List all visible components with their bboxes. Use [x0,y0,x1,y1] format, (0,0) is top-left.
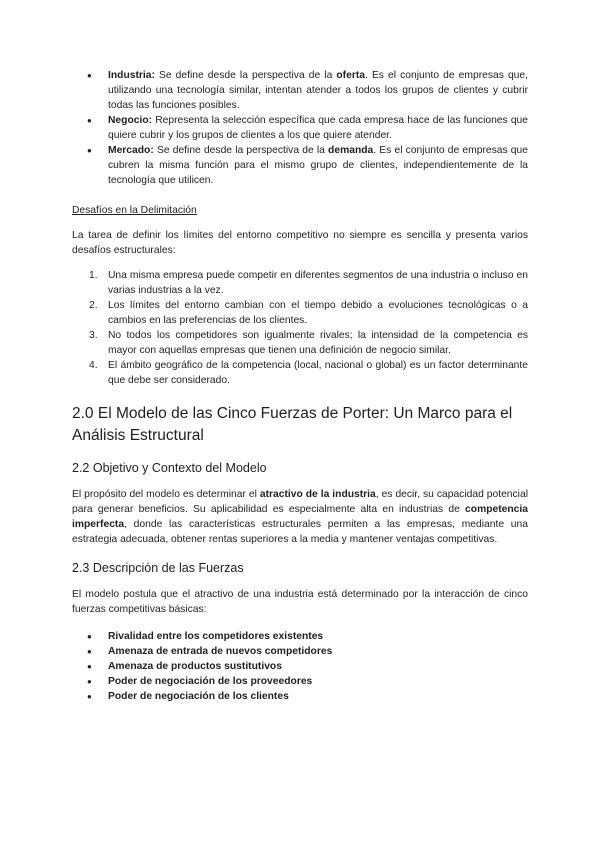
item-text: No todos los competidores son igualmente rivales; la intensidad de la competencia es mayor con aquellas empresas que tienen una definición de negocio similar. [108,330,528,356]
list-item [72,298,528,328]
paragraph-text: , donde las características estructurales permiten a las empresas, mediante una estrategia adecuada, obtener rentas superiores a la media y mantener ventajas competitivas. [72,519,528,545]
term-text: . Es el conjunto de empresas que, utilizando una tecnología similar, intentan atender a todos los grupos de clientes y cubrir todas las funciones posibles. [108,70,528,111]
section-heading-2-0: 2.0 El Modelo de las Cinco Fuerzas de Porter: Un Marco para el Análisis Estructural [72,405,513,444]
force-label: Amenaza de productos sustitutivos [108,661,282,672]
item-text: El ámbito geográfico de la competencia (local, nacional o global) es un factor determinante que debe ser considerado. [108,360,528,386]
list-item [72,328,528,358]
paragraph-emphasis: atractivo de la industria [259,489,376,500]
list-item [72,689,528,704]
subheading-text: Desafíos en la Delimitación [72,205,197,216]
paragraph-text: El propósito del modelo es determinar el [72,489,260,500]
list-item [72,659,528,674]
item-number: 3. [89,330,98,341]
term-label: Mercado: [108,145,154,156]
page-content [72,68,528,704]
section-2-3-intro: El modelo postula que el atractivo de una industria está determinado por la interacción de cinco fuerzas competitivas básicas: [72,589,528,615]
list-item [72,629,528,644]
force-label: Poder de negociación de los clientes [108,691,289,702]
term-label: Negocio: [108,115,153,126]
term-text: Se define desde la perspectiva de la [154,70,337,81]
item-number: 4. [89,360,98,371]
list-item [72,113,528,143]
paragraph-text: , es decir, su capacidad potencial para generar beneficios. Su aplicabilidad es especialmente alta en industrias de [72,489,528,515]
term-text: Se define desde la perspectiva de la [153,145,329,156]
item-text: Los límites del entorno cambian con el tiempo debido a evoluciones tecnológicas o a cambios en las preferencias de los clientes. [108,300,528,326]
section-heading-2-3: 2.3 Descripción de las Fuerzas [72,561,244,575]
item-text: Una misma empresa puede competir en diferentes segmentos de una industria o incluso en varias industrias a la vez. [108,270,528,296]
term-emphasis: oferta [336,70,365,81]
term-emphasis: demanda [328,145,374,156]
force-label: Rivalidad entre los competidores existentes [108,631,324,642]
term-text: Representa la selección específica que cada empresa hace de las funciones que quiere cubrir y los grupos de clientes a los que quiere atender. [108,115,528,141]
item-number: 1. [89,270,98,281]
list-item [72,68,528,113]
subheading-underlined [72,203,528,218]
section-heading-2-2: 2.2 Objetivo y Contexto del Modelo [72,461,267,475]
force-label: Amenaza de entrada de nuevos competidores [108,646,333,657]
term-text: . Es el conjunto de empresas que cubren la misma función para el mismo grupo de clientes, independientemente de la tecnología que utilicen. [108,145,528,186]
list-item [72,268,528,298]
section-2-2-paragraph [72,487,528,547]
list-item [72,674,528,689]
item-number: 2. [89,300,98,311]
list-item [72,644,528,659]
paragraph-emphasis: competencia imperfecta [72,504,528,530]
definitions-list [72,68,528,188]
force-label: Poder de negociación de los proveedores [108,676,313,687]
challenges-list [72,268,528,388]
term-label: Industria: [108,70,155,81]
challenges-intro: La tarea de definir los límites del entorno competitivo no siempre es sencilla y presenta varios desafíos estructurales: [72,230,528,256]
list-item [72,143,528,188]
list-item [72,358,528,388]
forces-list [72,629,528,704]
